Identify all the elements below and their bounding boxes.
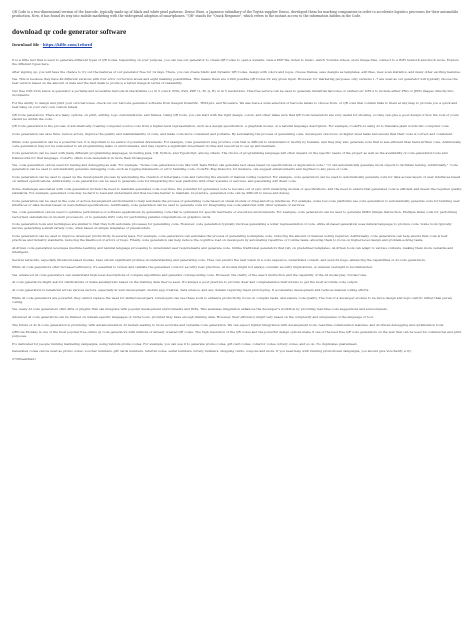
document-signature: 27395ee0dfad1 [12,357,37,362]
body-paragraph: The future of AI in code generation is promising, with advancements in AI models leading to more accurate and versatile code generation. We can expect tighter integration with development tools, real-time collaboration features, and AI-driven debugging and optimization tools. [12,322,445,327]
body-paragraph: Code generators can be used with many different programming languages, including Java, C#, Python, and TypeScript, among others. The choice of programming language will often depend on the specific needs of the project as well as the availability of code generation tools and frameworks for that language. CodeFlo offers Code Generation in more than 30 languages. [12,151,448,160]
body-paragraph: It's dedicated for people running marketing campaigns, using random promo codes. For example, you can use it to generate promo codes, gift card codes, collector codes, lottery codes, and so on. No duplicates guaranteed. [12,341,358,346]
body-paragraph: While AI code generators are powerful, they cannot replace the need for skilled developers. Developers can use these tools to enhance productivity, focus on complex tasks, and ensure code quality. The role of a developer evolves to be more design and logic-centric rather than purely coding. [12,295,453,304]
body-paragraph: It is a little text that is used to generate different types of QR Codes. Depending on your purpose, you can use our generator to create QR Codes to open a website, view a PDF file, listen to music, watch Youtube videos, store image files, connect to a WiFi network and much more. Explore the different types here. [12,57,459,67]
body-paragraph: Yes, many AI code generators offer APIs or plugins that can integrate with popular development environments and IDEs. This seamless integration enhances the developer's workflow by providing real-time code suggestions and autocomplete. [12,307,388,312]
body-paragraph: Generated codes can be used as promo codes, voucher numbers, gift cards numbers, referral codes, serial numbers, lottery numbers, shopping cards, coupons and more. If you need help with running promotional campaigns, you should give Voucherify a try. [12,349,412,354]
body-paragraph: AI code generators might ask for clarifications or make assumptions based on the training data they've seen. It's always a good practice to provide clear and comprehensive instructions to get the most accurate code output. [12,280,359,285]
intro-paragraph: QR Code is a two-dimensional version of the barcode, typically made up of black and white pixel patterns. Denso Wave, a Japanese subsidiary of the Toyota supplier Denso, developed them for marking components in order to accelerate logistics processes for their automobile production. Now, it has found its way into mobile marketing with the widespread adoption of smartphones. "QR" stands for "Quick Response", which refers to the instant access to the information hidden in the Code. [12,10,459,19]
download-line [12,43,462,48]
download-label: Download file [12,42,40,47]
body-paragraph: Advanced AI code generators can be trained on domain-specific languages or niche tools, provided they have enough training data. However, their efficiency might vary based on the complexity and uniqueness of the language or tool. [12,314,374,319]
body-text [12,58,462,354]
body-paragraph: Several networks, especially threshold-based models, have shown significant promise in understanding and generating code. They can predict the next token in a code sequence, understand context, and even fix bugs, enhancing the capabilities of AI code generators. [12,257,426,262]
body-paragraph: Code generation can be used in the code or across development environments to help automate the process of generating code based on visual models or drag-and-drop interfaces. For example, some low-code platforms use code generation to automatically generate code for building user interfaces or data models based on user-defined specifications. Additionally, code generation can be used to generate code for integrating low-code platforms with other systems or services. [12,198,460,207]
body-paragraph: Yes. This is because they have 40 different versions with four error correction levels and eight masking possibilities. This means there are 2,000 possible QR Codes for any given input. However, for marketing purposes, only versions 1–7 are used as our generator will typically choose the best version based on the amount of data and the best mask to produce a better image in terms of readability. [12,77,458,86]
body-paragraph: For the ability to design and print your own barcodes, check out our barcode generator software from Seagull Scientific, TEKLynx, and Niceware. We also have a wide selection of barcode labels to choose from, or QR code that contain links to them at any map to provide you a quick and best bang on your very own custom labels. [12,100,458,109]
body-paragraph: AI code generation is beneficial across various sectors, especially in web development, mobile app creation, data science, and any domain requiring rapid prototyping. It accelerates development and reduces manual coding efforts. [12,287,370,292]
download-separator: - [39,42,43,47]
body-paragraph: Code generation can be used to speed up the development process by automating the creation of boilerplate code and reducing the amount of manual coding required. For example, code generators can be used to automatically generate code for data access layers or user interfaces based on defined specifications. Additionally, code generation can be used to generate code for integrating into web platforms with other systems or services, and generating API client code. [12,174,461,184]
body-paragraph: Code generation can be used to improve developer productivity in several ways. For example, code generators can automate the process of generating boilerplate code, reducing the amount of manual coding required. Additionally, code generation can help ensure that code is best practices and industry standards, reducing the likelihood of errors or bugs. Finally, code generation can help reduce the cognitive load on developers by automating repetitive or routine tasks, allowing them to focus on higher-level design and problem-solving tasks. [12,233,448,243]
body-paragraph: Code generation can save time, reduce errors, improve the quality and maintainability of code, and make code more consistent and portable. By automating the process of generating code, developers can focus on higher-level tasks and ensure that their code is correct and consistent. [12,131,454,136]
page-title: download qr code generator software [12,27,127,36]
download-link[interactable]: https://kilfe.com/1e8wrd [42,42,93,47]
body-paragraph: While code generation can be a powerful tool, it is important to be aware of potential drawbacks. For example, code generators may produce code that is difficult to understand or modify by humans, and they may also generate code that is less efficient than hand-written code. Additionally, code generation may not be well-suited to all programming tasks or environments, and may require a significant investment in time and resources to set up and maintain. [12,139,462,148]
body-paragraph: While AI code generators offer increased efficiency, it's essential to review and validate the generated code for security best practices. AI models might not always consider security implications, so manual oversight is recommended. [12,265,373,270]
body-paragraph: After signing up, you will have the chance to try out the features of our generator free for 14 days. There, you can create Static and Dynamic QR Codes, design with colors and logos, choose frames, save designs as templates, edit files, view scan statistics, and many other exciting features. [12,69,461,74]
body-paragraph: Yes, code generation can be used to optimize performance of software applications by generating code that is optimized for specific hardware or execution environments. For example, code generators can be used to generate SIMD (Single Instruction, Multiple Data) code for performing vectorized calculations on modern processors, or to generate GPU code for performing parallel computations on graphics cards. [12,210,458,219]
body-paragraph: AI-driven code generation leverages machine learning and natural language processing to understand user requirements and generate code. Unlike traditional generators that rely on predefined templates, AI-driven tools can adapt to various contexts, making them more versatile and intelligent. [12,245,454,254]
body-paragraph: QR Code generation is the process of automatically creating computer source code from a higher-level representation, such as a design specification, a graphical model, or a natural language description. For example, CodeFlo is using AI to translate plain words into computer code. [12,124,450,129]
body-paragraph: Yes, code generation can be used for testing and debugging as well. For example, "Some code generation tools like Unit Tests Writer can generate test cases based on specifications or application code," "or can automatically generate mock objects to facilitate testing. Additionally," "code generation can be used to automatically generate debugging code, such as logging statements or error handling code. CodeFlo Bug Detector, for instance, can suggest enhancements and bugfixes to any piece of code. [12,163,458,172]
body-paragraph: Code generation tools and techniques are similar to that they both automate processes for generating code. However, code generation typically involves generating a wider representation of code, while AI-based generation uses natural language to produce code. Some tools typically involve generating a small variety code, often based on simple templates or placeholders. [12,222,452,231]
body-paragraph: Yes, advanced AI code generators can understand high-level descriptions of complex algorithms and generate corresponding code. However, the clarity of the user's instruction and the capability of the AI model play crucial roles. [12,272,367,277]
body-paragraph: QR Code generators: There are many options, on print, editing, logo customizations, and frames. Using QR Code, you can start with the right design, colors, and other make sure that QR Code Generators are very useful for showing, so they can give a good design of how the look of yours should be within the code. [12,112,459,121]
body-paragraph: Some challenges associated with code generation include the need to maintain generated code over time, the potential for generated code to become out of sync with underlying models or specifications, and the need to ensure that generated code is efficient and meets the required quality standards. For example, generated code may be hard to read and understand and thus become harder to maintain. In practice, generated code can be difficult to reuse and debug. [12,186,462,195]
body-paragraph: QRCode Monkey is one of the most popular free online qr code generators with millions of already created QR codes. The high resolution of the QR codes and the powerful design options make it one of the best free QR code generators on the web that can be used for commercial and print purposes. [12,330,462,339]
body-paragraph: Our free CSS form below is generator a portable and accessible barcode in black/white (+) in 5 colors: PNG, SVG, PDF (L, M, Q, H) or in 5 resolutions. This free service can be used to generate industrial barcodes or unified our URL's to include either PNG or JPEG images directly into documents. [12,89,454,98]
